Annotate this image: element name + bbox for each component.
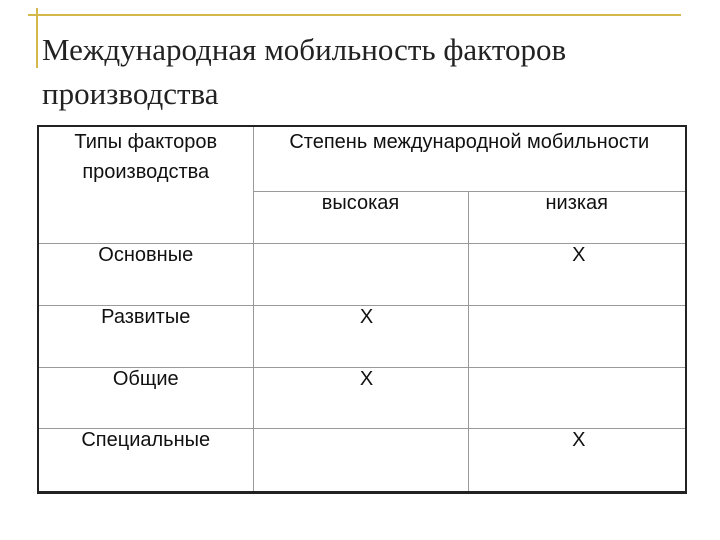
mark-low: Х bbox=[572, 243, 586, 266]
row-label: Основные bbox=[38, 243, 253, 306]
table-row bbox=[38, 429, 686, 493]
header-mobility-degree: Степень международной мобильности bbox=[253, 126, 686, 191]
decorative-left-rule bbox=[36, 8, 38, 68]
mark-high: Х bbox=[359, 306, 374, 329]
cell-low bbox=[468, 367, 686, 429]
row-label: Развитые bbox=[38, 306, 253, 368]
cell-low bbox=[468, 429, 686, 493]
row-label: Специальные bbox=[38, 429, 253, 493]
table-row bbox=[38, 243, 686, 306]
header-low: низкая bbox=[468, 191, 686, 243]
cell-low bbox=[468, 243, 686, 306]
cell-high bbox=[253, 367, 468, 429]
table-row bbox=[38, 367, 686, 429]
table-row bbox=[38, 306, 686, 368]
table-header-row bbox=[38, 126, 686, 191]
mark-low: Х bbox=[572, 429, 586, 452]
header-factor-types: Типы факторов производства bbox=[38, 126, 253, 243]
header-high: высокая bbox=[253, 191, 468, 243]
decorative-top-rule bbox=[28, 14, 681, 16]
row-label: Общие bbox=[38, 367, 253, 429]
cell-high bbox=[253, 243, 468, 306]
slide-title: Международная мобильность факторов производства bbox=[42, 32, 567, 111]
cell-low bbox=[468, 306, 686, 368]
mobility-table bbox=[37, 125, 687, 494]
cell-high bbox=[253, 429, 468, 493]
cell-high bbox=[253, 306, 468, 368]
mark-high: Х bbox=[359, 367, 374, 390]
